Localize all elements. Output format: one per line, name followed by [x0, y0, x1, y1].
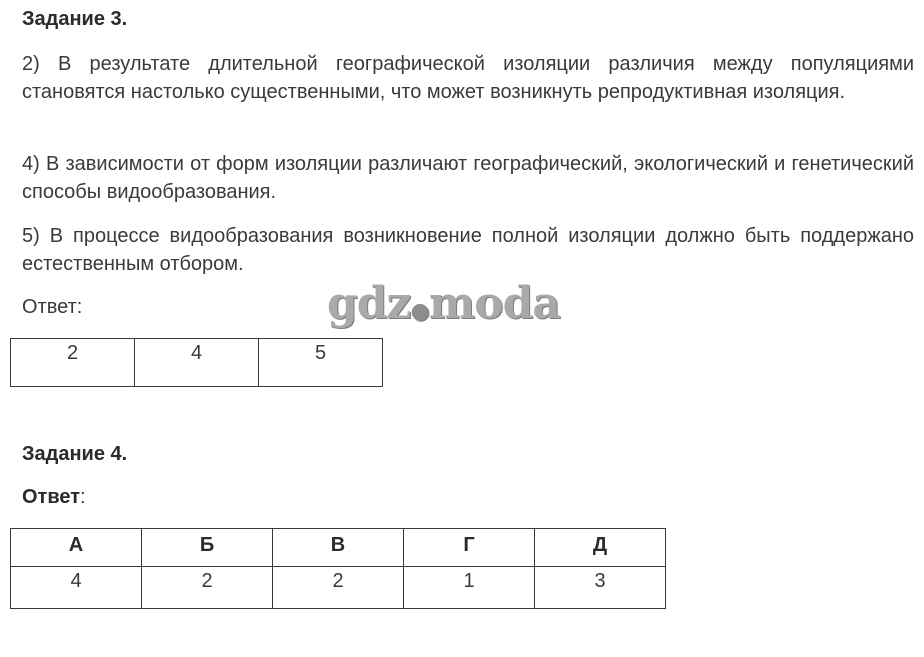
header-cell: Д — [535, 529, 666, 567]
value-cell: 2 — [273, 567, 404, 609]
answer-cell: 4 — [135, 339, 259, 387]
task-3-statement-5: 5) В процессе видообразования возникновение полной изоляции должно быть поддержано естественным отбором. — [22, 225, 914, 275]
header-cell: Б — [142, 529, 273, 567]
task-4-answer-label — [22, 486, 86, 509]
task-3-statement-4: 4) В зависимости от форм изоляции различают географический, экологический и генетический способы видообразования. — [22, 153, 914, 203]
table-header-row — [11, 529, 666, 567]
table-row — [11, 567, 666, 609]
task-4-answer-colon: : — [80, 486, 86, 508]
value-cell: 3 — [535, 567, 666, 609]
task-4-heading: Задание 4. — [22, 443, 128, 465]
answer-cell: 2 — [11, 339, 135, 387]
watermark-right: moda — [428, 278, 560, 329]
answer-cell: 5 — [259, 339, 383, 387]
task-3-answer-table — [10, 338, 383, 387]
header-cell: Г — [404, 529, 535, 567]
header-cell: А — [11, 529, 142, 567]
header-cell: В — [273, 529, 404, 567]
value-cell: 4 — [11, 567, 142, 609]
watermark-left: gdz — [327, 278, 411, 329]
watermark-dot: ● — [410, 298, 429, 324]
watermark-logo — [327, 278, 560, 329]
task-3-answer-label: Ответ: — [22, 296, 83, 318]
task-4-answer-table — [10, 528, 666, 609]
table-row — [11, 339, 383, 387]
task-4-answer-word: Ответ — [22, 486, 81, 508]
value-cell: 1 — [404, 567, 535, 609]
task-3-statement-2: 2) В результате длительной географической изоляции различия между популяциями становятся настолько существенными, что может возникнуть репродуктивная изоляция. — [22, 53, 914, 103]
task-3-heading: Задание 3. — [22, 8, 128, 30]
value-cell: 2 — [142, 567, 273, 609]
